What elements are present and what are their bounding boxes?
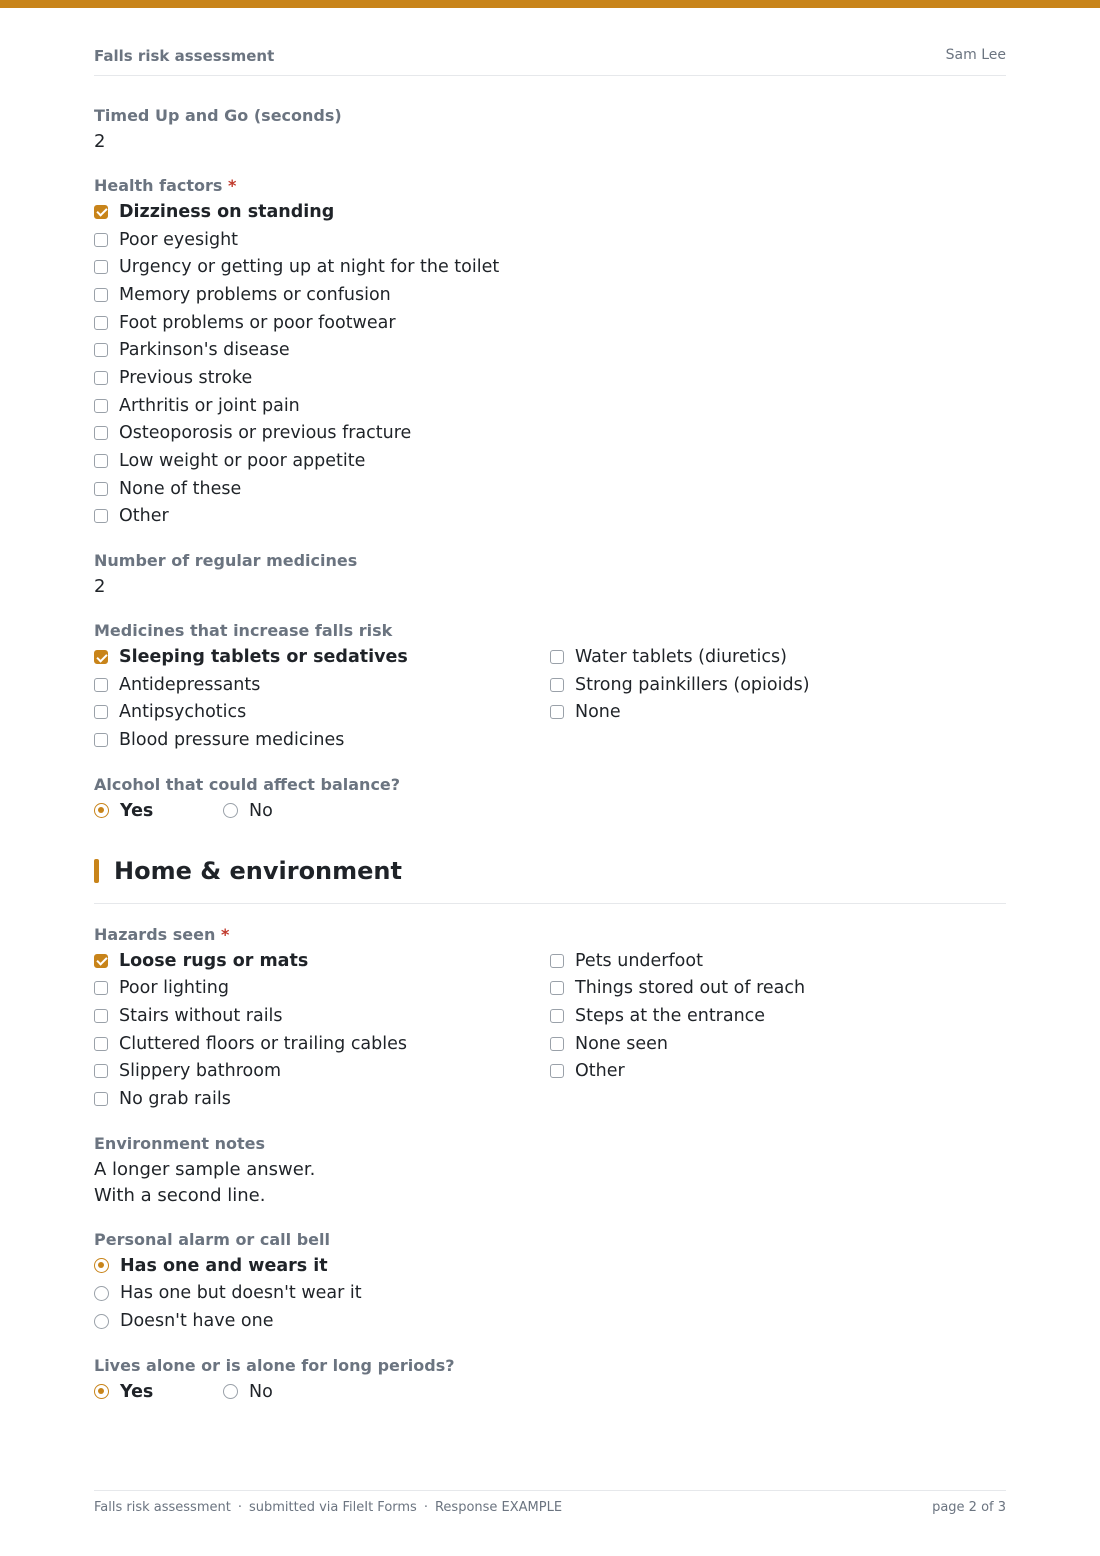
option-label: None of these — [119, 478, 242, 499]
checkbox-option[interactable] — [94, 392, 550, 420]
option-label: Poor eyesight — [119, 229, 239, 250]
option-label: Poor lighting — [119, 978, 229, 999]
field-medicine-count — [94, 549, 1006, 600]
field-label — [94, 174, 1006, 198]
field-health-factors — [94, 174, 1006, 530]
respondent-name: Sam Lee — [945, 47, 1006, 63]
field-timed-up-and-go — [94, 104, 1006, 155]
checkbox-icon[interactable] — [550, 954, 564, 968]
checkbox-option[interactable] — [550, 1002, 1006, 1030]
footer-submitted: submitted via FileIt Forms — [248, 1500, 417, 1515]
radio-option[interactable] — [94, 797, 223, 825]
field-label: Lives alone or is alone for long periods? — [94, 1355, 455, 1375]
field-label: Alcohol that could affect balance? — [94, 775, 401, 794]
checkbox-option[interactable] — [94, 420, 550, 448]
checkbox-option[interactable] — [94, 726, 550, 754]
checkbox-option[interactable] — [94, 336, 550, 364]
option-label: None seen — [575, 1033, 668, 1054]
field-label: Timed Up and Go (seconds) — [94, 106, 342, 125]
radio-icon[interactable] — [94, 1384, 109, 1399]
checkbox-icon[interactable] — [94, 1092, 108, 1106]
checkbox-icon[interactable] — [94, 733, 108, 747]
option-label: Sleeping tablets or sedatives — [119, 647, 408, 668]
option-label: Has one but doesn't wear it — [120, 1283, 362, 1304]
checkbox-column — [94, 198, 550, 530]
checkbox-option[interactable] — [94, 364, 550, 392]
option-label: Yes — [120, 1381, 154, 1402]
checkbox-icon[interactable] — [94, 678, 108, 692]
radio-option[interactable] — [94, 1378, 223, 1406]
option-label: Foot problems or poor footwear — [119, 312, 396, 333]
checkbox-icon[interactable] — [94, 371, 108, 385]
checkbox-option[interactable] — [94, 1002, 550, 1030]
option-label: Water tablets (diuretics) — [575, 647, 787, 668]
radio-icon[interactable] — [94, 1258, 109, 1273]
checkbox-option[interactable] — [94, 1085, 550, 1113]
option-label: Strong painkillers (opioids) — [575, 674, 810, 695]
checkbox-icon[interactable] — [94, 316, 108, 330]
checkbox-icon[interactable] — [550, 1009, 564, 1023]
option-label: No grab rails — [119, 1088, 231, 1109]
field-lives-alone — [94, 1354, 1006, 1406]
field-label: Number of regular medicines — [94, 551, 358, 571]
form-title: Falls risk assessment — [94, 47, 275, 65]
field-label — [94, 923, 1006, 947]
option-label: Steps at the entrance — [575, 1005, 766, 1026]
checkbox-icon[interactable] — [550, 705, 564, 719]
option-label: No — [249, 800, 273, 821]
field-value: 2 — [94, 131, 106, 152]
footer-separator: · — [423, 1500, 428, 1515]
checkbox-option[interactable] — [94, 1057, 550, 1085]
checkbox-option[interactable] — [94, 226, 550, 254]
option-label: Blood pressure medicines — [119, 730, 345, 751]
checkbox-icon[interactable] — [94, 1064, 108, 1078]
footer-response: Response EXAMPLE — [434, 1500, 563, 1515]
checkbox-icon[interactable] — [550, 650, 564, 664]
checkbox-option[interactable] — [94, 643, 550, 671]
field-risk-medicines — [94, 619, 1006, 754]
radio-icon[interactable] — [223, 803, 238, 818]
field-label: Personal alarm or call bell — [94, 1229, 330, 1249]
checkbox-option[interactable] — [94, 974, 550, 1002]
checkbox-icon[interactable] — [94, 288, 108, 302]
option-label: Has one and wears it — [120, 1255, 328, 1276]
section-accent-bar — [94, 859, 99, 883]
field-label-text: Health factors — [94, 176, 223, 195]
checkbox-icon[interactable] — [94, 705, 108, 719]
checkbox-icon[interactable] — [94, 260, 108, 274]
checkbox-column — [550, 643, 1006, 754]
checkbox-option[interactable] — [550, 643, 1006, 671]
checkbox-icon[interactable] — [94, 1009, 108, 1023]
field-value: 2 — [94, 576, 106, 598]
checkbox-icon[interactable] — [94, 482, 108, 496]
radio-group — [94, 797, 1006, 825]
checkbox-column — [550, 947, 1006, 1113]
accent-top-bar — [0, 0, 1100, 8]
checkbox-option[interactable] — [94, 281, 550, 309]
option-label: Things stored out of reach — [575, 978, 806, 999]
option-label: Antipsychotics — [119, 702, 247, 723]
checkbox-option[interactable] — [94, 475, 550, 503]
radio-icon[interactable] — [94, 1286, 109, 1301]
checkbox-option[interactable] — [550, 699, 1006, 727]
option-label: Yes — [120, 800, 154, 821]
field-label: Medicines that increase falls risk — [94, 621, 393, 641]
checkbox-icon[interactable] — [94, 954, 108, 968]
checkbox-group — [94, 643, 1006, 754]
radio-group — [94, 1252, 1006, 1335]
checkbox-icon[interactable] — [94, 399, 108, 413]
required-mark: * — [228, 176, 237, 195]
checkbox-icon[interactable] — [94, 1037, 108, 1051]
radio-group — [94, 1378, 1006, 1406]
option-label: Previous stroke — [119, 367, 253, 388]
checkbox-icon[interactable] — [94, 426, 108, 440]
checkbox-icon[interactable] — [94, 343, 108, 357]
field-environment-notes — [94, 1132, 1006, 1209]
page-header — [94, 47, 1006, 76]
radio-option[interactable] — [94, 1252, 1006, 1280]
checkbox-group — [94, 198, 1006, 530]
checkbox-option[interactable] — [550, 1030, 1006, 1058]
checkbox-icon[interactable] — [94, 509, 108, 523]
option-label: Urgency or getting up at night for the toilet — [119, 257, 500, 278]
checkbox-option[interactable] — [550, 671, 1006, 699]
option-label: No — [249, 1381, 273, 1402]
checkbox-option[interactable] — [550, 1057, 1006, 1085]
checkbox-option[interactable] — [94, 947, 550, 975]
radio-icon[interactable] — [223, 1384, 238, 1399]
option-label: Cluttered floors or trailing cables — [119, 1033, 408, 1054]
field-personal-alarm — [94, 1228, 1006, 1335]
page-footer — [94, 1490, 1006, 1521]
option-label: Other — [575, 1061, 625, 1082]
section-heading — [94, 856, 1006, 904]
radio-option[interactable] — [223, 797, 352, 825]
checkbox-icon[interactable] — [550, 678, 564, 692]
option-label: Antidepressants — [119, 674, 261, 695]
radio-option[interactable] — [94, 1307, 1006, 1335]
radio-icon[interactable] — [94, 803, 109, 818]
option-label: Arthritis or joint pain — [119, 395, 300, 416]
radio-option[interactable] — [94, 1280, 1006, 1308]
option-label: Slippery bathroom — [119, 1061, 281, 1082]
option-label: Dizziness on standing — [119, 201, 335, 222]
option-label: Stairs without rails — [119, 1005, 283, 1026]
checkbox-option[interactable] — [94, 503, 550, 531]
form-content — [94, 104, 1006, 1425]
checkbox-option[interactable] — [94, 1030, 550, 1058]
field-value: A longer sample answer. With a second line. — [94, 1158, 316, 1206]
option-label: None — [575, 702, 621, 723]
checkbox-icon[interactable] — [550, 1037, 564, 1051]
required-mark: * — [220, 924, 230, 944]
radio-option[interactable] — [223, 1378, 352, 1406]
footer-info — [94, 1500, 562, 1515]
option-label: Other — [119, 506, 169, 527]
option-label: Pets underfoot — [575, 950, 703, 971]
checkbox-column — [94, 947, 550, 1113]
footer-separator: · — [237, 1500, 242, 1515]
checkbox-option[interactable] — [550, 947, 1006, 975]
option-label: Parkinson's disease — [119, 340, 290, 361]
footer-form-name: Falls risk assessment — [94, 1500, 231, 1515]
checkbox-icon[interactable] — [94, 205, 108, 219]
option-label: Loose rugs or mats — [119, 950, 309, 971]
checkbox-option[interactable] — [94, 699, 550, 727]
field-label-text: Hazards seen — [94, 924, 216, 944]
option-label: Memory problems or confusion — [119, 284, 391, 305]
checkbox-group — [94, 947, 1006, 1113]
checkbox-icon[interactable] — [94, 454, 108, 468]
checkbox-icon[interactable] — [94, 650, 108, 664]
checkbox-option[interactable] — [94, 671, 550, 699]
section-title: Home & environment — [114, 856, 402, 885]
field-label: Environment notes — [94, 1133, 266, 1153]
checkbox-column — [94, 643, 550, 754]
option-label: Osteoporosis or previous fracture — [119, 423, 412, 444]
field-alcohol — [94, 773, 1006, 825]
checkbox-icon[interactable] — [550, 981, 564, 995]
checkbox-option[interactable] — [94, 198, 550, 226]
checkbox-option[interactable] — [550, 974, 1006, 1002]
field-hazards-seen — [94, 923, 1006, 1113]
page-number: page 2 of 3 — [932, 1500, 1006, 1515]
radio-icon[interactable] — [94, 1314, 109, 1329]
checkbox-icon[interactable] — [94, 233, 108, 247]
checkbox-option[interactable] — [94, 253, 550, 281]
checkbox-icon[interactable] — [550, 1064, 564, 1078]
option-label: Doesn't have one — [120, 1311, 274, 1332]
checkbox-option[interactable] — [94, 447, 550, 475]
option-label: Low weight or poor appetite — [119, 451, 366, 472]
checkbox-icon[interactable] — [94, 981, 108, 995]
checkbox-option[interactable] — [94, 309, 550, 337]
